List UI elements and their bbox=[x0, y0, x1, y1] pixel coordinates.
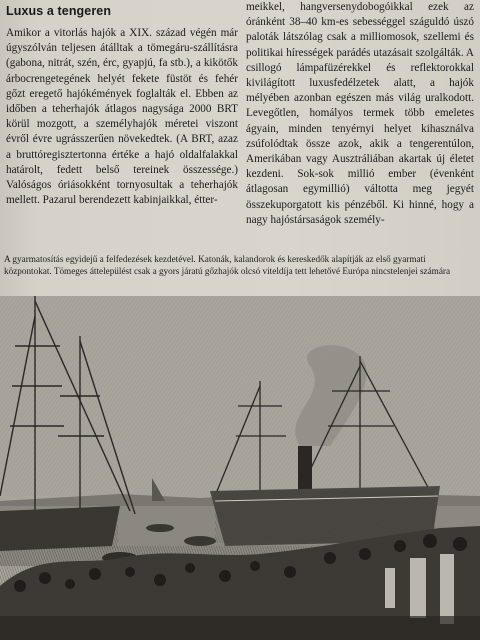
paragraph: meikkel, hangversenydobogóikkal ezek az óránként 38–40 km-es sebességgel száguldó úszó paloták látszólag csak a milliomosok, szellemi és politikai hírességek parádés utazásait szolgálták. A csillogó lámpafüzérekkel és reflektorokkal kivilágított luxusfedélzetek alatt, a hajók mélyében azonban egészen más világ uralkodott. Levegőtlen, homályos termek több emeletes ágyain, minden tenyérnyi helyet kihasználva zsúfolódtak össze azok, akik a tengerentúlon, Amerikában vagy Ausztráliában akartak új életet kezdeni. Sok-sok millió ember (évenként átlagosan egymillió) váltotta meg jegyét összekuporgatott kis pénzéből. Ki hinné, hogy a nagy hajóstársaságok személy- bbox=[246, 1, 474, 226]
text-column-right bbox=[246, 0, 474, 228]
engraving-picture bbox=[0, 296, 480, 640]
figure-caption: A gyarmatosítás egyidejű a felfedezések kezdetével. Katonák, kalandorok és kereskedők alapítják az első gyarmati központokat. Tömeges áttelepülést csak a gyors járatú gőzhajók olcsó viteldíja tett lehetővé Európa nincstelenjei számára bbox=[4, 254, 451, 276]
text-column-left bbox=[6, 26, 238, 208]
section-title: Luxus a tengeren bbox=[6, 4, 112, 18]
harbor-engraving bbox=[0, 296, 480, 640]
paragraph: Amikor a vitorlás hajók a XIX. század végén már úgyszólván teljesen átálltak a tömegáru-szállításra (gabona, nitrát, szén, érc, gyapjú, fa stb.), a kikötők árbocrengetegének helyét fekete füstöt és fehér gőzt eregető hajókémények foglalták el. Ebben az időben a teherhajók átlagos nagysága 2000 BRT körül mozgott, a személyhajók méretei viszont évről évre ugrásszerűen növekedtek. (A BRT, azaz a bruttóregisztertonna értéke a hajó oldalfalakkal határolt, fedett belső tereinek összessége.) Valóságos óriásokként tornyosultak a teherhajók mellett. Pazarul berendezett kabinjaikkal, étter- bbox=[6, 27, 238, 207]
